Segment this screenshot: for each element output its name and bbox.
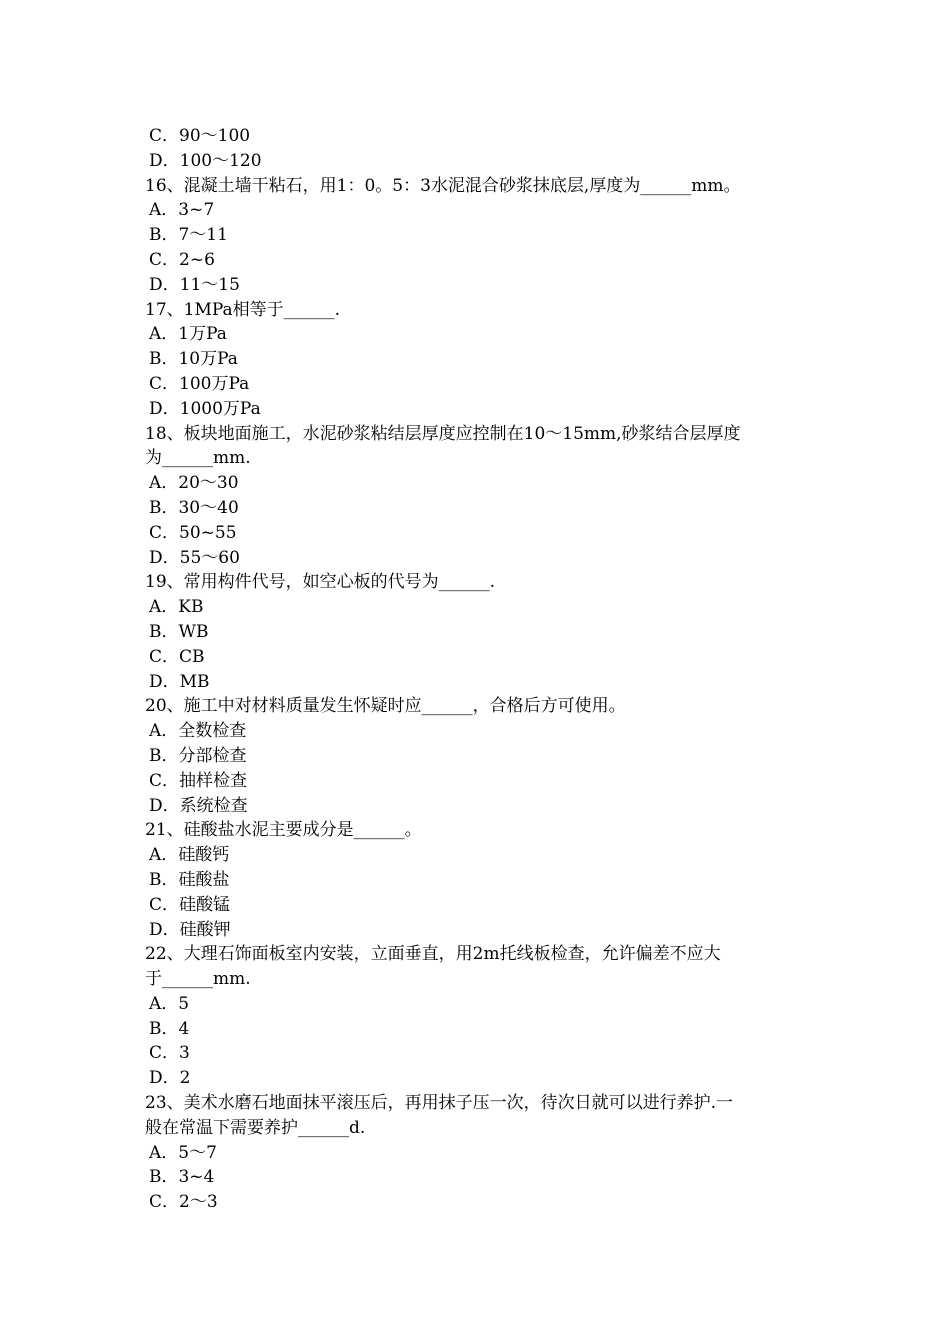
answer-option: A．5: [149, 993, 190, 1014]
answer-option: A．全数检查: [149, 721, 247, 742]
question-text: 般在常温下需要养护______d.: [145, 1117, 366, 1138]
answer-option: C．2～3: [149, 1192, 218, 1213]
answer-option: B．4: [149, 1018, 190, 1039]
question-text: 22、大理石饰面板室内安装，立面垂直，用2m托线板检查，允许偏差不应大: [145, 944, 721, 965]
answer-option: C．3: [149, 1043, 190, 1064]
question-text: 19、常用构件代号，如空心板的代号为______.: [145, 572, 496, 593]
answer-option: D．1000万Pa: [149, 398, 261, 419]
answer-option: A．20～30: [149, 473, 239, 494]
question-text: 21、硅酸盐水泥主要成分是______。: [145, 820, 422, 841]
question-text: 16、混凝土墙干粘石，用1：0。5：3水泥混合砂浆抹底层,厚度为______mm。: [145, 175, 741, 196]
answer-option: C．50~55: [149, 522, 237, 543]
answer-option: C．抽样检查: [149, 770, 248, 791]
question-list: [145, 124, 810, 1215]
question-text: 为______mm.: [145, 448, 251, 469]
answer-option: B．7～11: [149, 225, 228, 246]
answer-option: B．WB: [149, 621, 209, 642]
answer-option: D．系统检查: [149, 795, 248, 816]
answer-option: B．分部检查: [149, 745, 247, 766]
answer-option: D．MB: [149, 671, 210, 692]
answer-option: D．硅酸钾: [149, 919, 231, 940]
answer-option: B．硅酸盐: [149, 869, 230, 890]
answer-option: D．100～120: [149, 150, 262, 171]
question-text: 23、美术水磨石地面抹平滚压后，再用抹子压一次，待次日就可以进行养护.一: [145, 1093, 734, 1114]
question-text: 18、板块地面施工，水泥砂浆粘结层厚度应控制在10～15mm,砂浆结合层厚度: [145, 423, 741, 444]
answer-option: C．2~6: [149, 249, 215, 270]
answer-option: A．1万Pa: [149, 324, 227, 345]
answer-option: D．11～15: [149, 274, 240, 295]
answer-option: D．55～60: [149, 547, 240, 568]
answer-option: B．30～40: [149, 497, 239, 518]
answer-option: C．100万Pa: [149, 373, 250, 394]
question-text: 17、1MPa相等于______.: [145, 299, 341, 320]
answer-option: B．3~4: [149, 1167, 215, 1188]
answer-option: A．5～7: [149, 1142, 217, 1163]
answer-option: A．3~7: [149, 200, 215, 221]
question-text: 20、施工中对材料质量发生怀疑时应______，合格后方可使用。: [145, 696, 626, 717]
answer-option: C．硅酸锰: [149, 894, 231, 915]
answer-option: B．10万Pa: [149, 349, 238, 370]
answer-option: D．2: [149, 1068, 191, 1089]
answer-option: C．90～100: [149, 126, 251, 146]
answer-option: C．CB: [149, 646, 205, 667]
answer-option: A．KB: [149, 597, 204, 618]
question-text: 于______mm.: [145, 969, 251, 990]
answer-option: A．硅酸钙: [149, 845, 230, 866]
